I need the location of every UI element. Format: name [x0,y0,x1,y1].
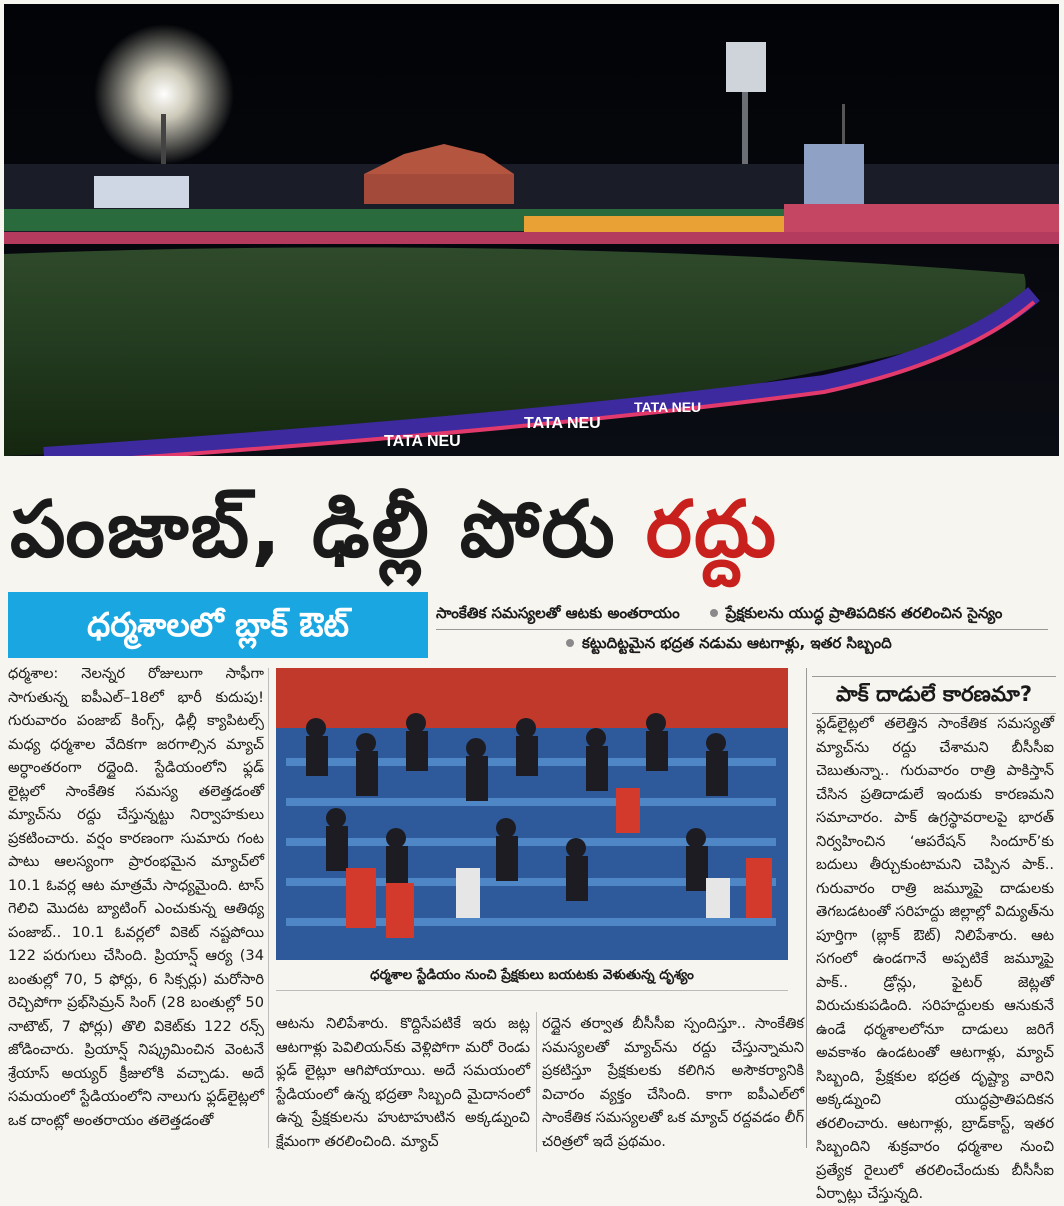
side-box-border [806,668,807,1148]
tata-neu-banner-3: TATA NEU [634,399,702,415]
bullet-item [710,598,1003,628]
stadium-photo [4,4,1059,456]
bullet-text: సాంకేతిక సమస్యలతో ఆటకు అంతరాయం [436,604,680,622]
bullet-text: కట్టుదిట్టమైన భద్రత నడుమ ఆటగాళ్లు, ఇతర సిబ్బంది [582,634,892,652]
bullet-points [436,598,1056,658]
article-column-3 [542,1012,804,1153]
article-text: రద్దైన తర్వాత బీసీసీఐ స్పందిస్తూ.. సాంకేతిక సమస్యలతో మ్యాచ్‌ను రద్దు చేస్తున్నామని ప్రకటిస్తూ ప్రేక్షకులకు కలిగిన అసౌకర్యానికి విచారం వ్యక్తం చేసింది. కాగా ఐపీఎల్‌లో సాంకేతిక సమస్యలతో ఒక మ్యాచ్ రద్దవడం లీగ్ చరిత్రలో ఇదే ప్రథమం. [542,1015,804,1150]
tata-neu-banner-2: TATA NEU [524,415,601,432]
side-box-text: ఫ్లడ్‌లైట్లలో తలెత్తిన సాంకేతిక సమస్యతో మ్యాచ్‌ను రద్దు చేశామని బీసీసీఐ చెబుతున్నా.. గురువారం రాత్రి పాకిస్తాన్ చేసిన ప్రతిదాడులే ఇందుకు కారణమని సమాచారం. పాక్ ఉగ్రస్థావరాలపై భారత్ నిర్వహించిన ‘ఆపరేషన్ సిందూర్’కు బదులు తీర్చుకుంటామని చెప్పిన పాక్.. గురువారం రాత్రి జమ్మూపై దాడులకు తెగబడటంతో సరిహద్దు జిల్లాల్లో విద్యుత్‌ను పూర్తిగా (బ్లాక్ ఔట్) నిలిపేశారు. ఆట సగంలో ఉండగానే అప్పటికే జమ్మూపై పాక్.. డ్రోన్లు, ఫైటర్ జెట్లతో విరుచుకుపడింది. సరిహద్దులకు ఆనుకునే ఉండే ధర్మశాలలోనూ దాడులు జరిగే అవకాశం ఉండటంతో ఆటగాళ్లు, మ్యాచ్ సిబ్బంది, ప్రేక్షకుల భద్రత దృష్ట్యా వారిని అక్కడ్నుంచి యుద్ధప్రాతిపదికన తరలించారు. ఆటగాళ్లు, బ్రాడ్‌కాస్ట్, ఇతర సిబ్బందిని శుక్రవారం ధర్మశాల నుంచి ప్రత్యేక రైలులో తరలించేందుకు బీసీసీఐ ఏర్పాట్లు చేస్తున్నది. [816,715,1054,1202]
headline-main: పంజాబ్, ఢిల్లీ పోరు [10,485,617,575]
article-column-2 [276,1012,530,1153]
bullet-text: ప్రేక్షకులను యుద్ధ ప్రాతిపదికన తరలించిన సైన్యం [725,604,1003,622]
bullet-dot-icon [710,609,718,617]
crowd-photo [276,668,788,960]
bullet-item [566,628,892,658]
divider [276,990,788,991]
divider [436,629,1048,630]
headline-accent: రద్దు [645,485,779,575]
tata-neu-banner-1: TATA NEU [384,433,461,450]
column-divider [536,1012,537,1152]
subheadline-box: ధర్మశాలలో బ్లాక్ ఔట్ [8,592,428,658]
side-box-title: పాక్ దాడులే కారణమా? [812,676,1056,714]
article-text: ఆటను నిలిపేశారు. కొద్దిసేపటికే ఇరు జట్ల ఆటగాళ్లు పెవిలియన్‌కు వెళ్లిపోగా మరో రెండు ఫ్లడ్ లైట్లూ ఆగిపోయాయి. అదే సమయంలో స్టేడియంలో ఉన్న భద్రతా సిబ్బంది మైదానంలో ఉన్న ప్రేక్షకులను హుటాహుటిన అక్కడ్నుంచి క్షేమంగా తరలించింది. మ్యాచ్ [276,1015,530,1150]
headline [10,470,1055,590]
bullet-item [436,598,680,628]
article-column-1 [8,662,264,1132]
photo-caption: ధర్మశాల స్టేడియం నుంచి ప్రేక్షకులు బయటకు వెళుతున్న దృశ్యం [370,967,694,983]
article-text: ధర్మశాల: నెలన్నర రోజులుగా సాఫీగా సాగుతున్న ఐపీఎల్–18లో భారీ కుదుపు! గురువారం పంజాబ్ కింగ్స్, ఢిల్లీ క్యాపిటల్స్ మధ్య ధర్మశాల వేదికగా జరగాల్సిన మ్యాచ్ అర్ధాంతరంగా రద్దైంది. స్టేడియంలోని ఫ్లడ్ లైట్లలో సాంకేతిక సమస్య తలెత్తడంతో మ్యాచ్‌ను రద్దు చేస్తున్నట్టు నిర్వాహకులు ప్రకటించారు. వర్షం కారణంగా సుమారు గంట పాటు ఆలస్యంగా ప్రారంభమైన మ్యాచ్‌లో 10.1 ఓవర్ల ఆట మాత్రమే సాధ్యమైంది. టాస్ గెలిచి మొదట బ్యాటింగ్ ఎంచుకున్న ఆతిథ్య పంజాబ్.. 10.1 ఓవర్లలో వికెట్ నష్టపోయి 122 పరుగులు చేసింది. ప్రియాన్ష్ ఆర్య (34 బంతుల్లో 70, 5 ఫోర్లు, 6 సిక్సర్లు) మరోసారి రెచ్చిపోగా ప్రభ్‌సిమ్రన్ సింగ్ (28 బంతుల్లో 50 నాటౌట్, 7 ఫోర్లు) తొలి వికెట్‌కు 122 రన్స్ జోడించారు. ప్రియాన్ష్ నిష్క్రమించిన వెంటనే శ్రేయాస్ అయ్యర్ క్రీజులోకి వచ్చాడు. అదే సమయంలో స్టేడియంలోని నాలుగు ఫ్లడ్‌లైట్లలో ఒక దాంట్లో అంతరాయం తలెత్తడంతో [8,665,264,1129]
bullet-dot-icon [566,639,574,647]
column-divider [268,668,269,1148]
side-box-body [816,712,1054,1206]
